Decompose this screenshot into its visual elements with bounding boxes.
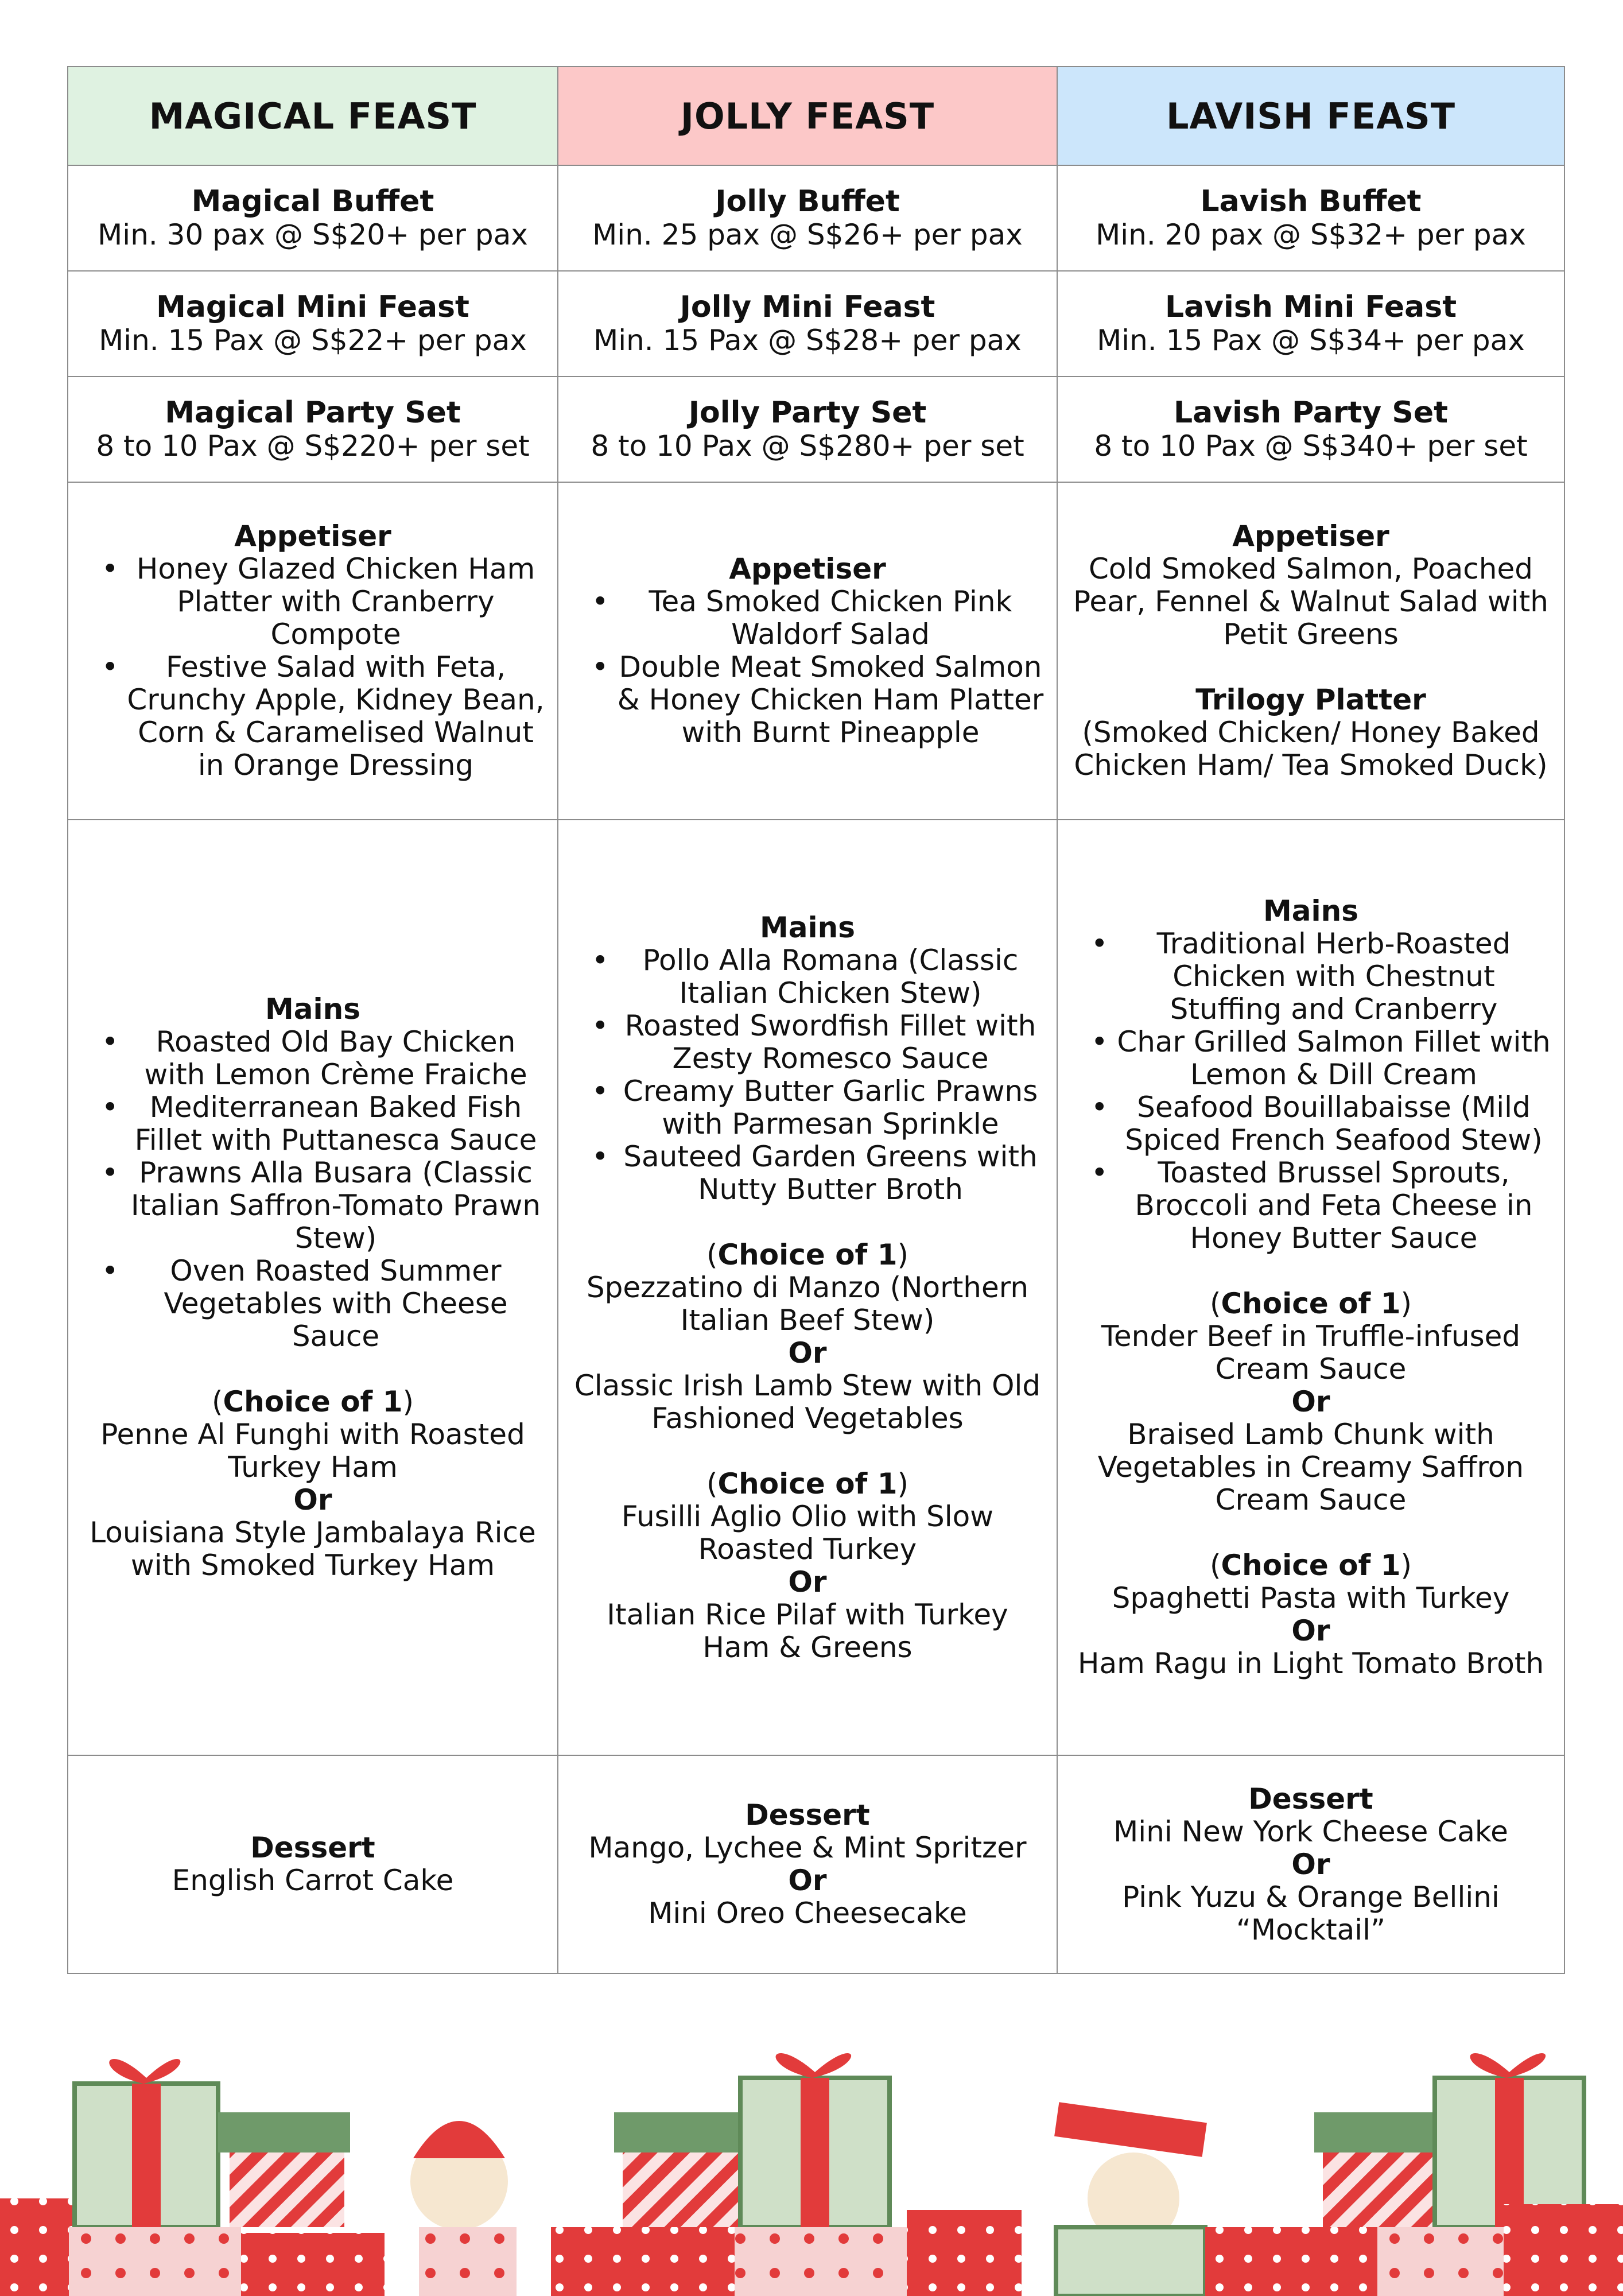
choice-title: (Choice of 1)	[706, 1238, 909, 1271]
mains-cell	[68, 820, 558, 1755]
appetiser-list	[569, 585, 1046, 749]
section-title: Appetiser	[234, 519, 391, 553]
list-item: • Festive Salad with Feta, Crunchy Apple, Kidney Bean, Corn & Caramelised Walnut in Orange Dressing	[79, 651, 547, 782]
choice-title: (Choice of 1)	[1209, 1549, 1412, 1582]
list-item: • Pollo Alla Romana (Classic Italian Chicken Stew)	[569, 944, 1046, 1010]
package-price: Min. 30 pax @ S$20+ per pax	[98, 218, 528, 251]
section-title: Mains	[265, 992, 360, 1026]
list-item: • Prawns Alla Busara (Classic Italian Saffron-Tomato Prawn Stew)	[79, 1157, 547, 1255]
choice-title: (Choice of 1)	[706, 1467, 909, 1500]
choice-title: (Choice of 1)	[1209, 1287, 1412, 1320]
section-title: Dessert	[745, 1798, 870, 1832]
list-item: • Tea Smoked Chicken Pink Waldorf Salad	[569, 585, 1046, 651]
mains-list	[1068, 928, 1554, 1255]
appetiser-text: Cold Smoked Salmon, Poached Pear, Fennel & Walnut Salad with Petit Greens	[1073, 552, 1548, 651]
platter-title: Trilogy Platter	[1195, 683, 1426, 716]
appetiser-cell	[1057, 482, 1564, 820]
choice-option: Tender Beef in Truffle-infused Cream Sauce	[1101, 1320, 1521, 1386]
dessert-option: Mango, Lychee & Mint Spritzer	[588, 1831, 1027, 1864]
mains-cell	[1057, 820, 1564, 1755]
appetiser-row	[68, 482, 1564, 820]
package-name: Lavish Buffet	[1200, 184, 1422, 219]
section-title: Dessert	[250, 1831, 375, 1864]
list-item: • Traditional Herb-Roasted Chicken with Chestnut Stuffing and Cranberry	[1068, 928, 1554, 1026]
party-set-cell	[558, 377, 1057, 482]
cat-in-gift-box-icon	[1054, 2102, 1207, 2296]
choice-option: Ham Ragu in Light Tomato Broth	[1077, 1647, 1544, 1680]
list-item: • Honey Glazed Chicken Ham Platter with Cranberry Compote	[79, 553, 547, 651]
mains-list	[569, 944, 1046, 1206]
dessert-option: Mini Oreo Cheesecake	[648, 1896, 967, 1930]
dessert-option: English Carrot Cake	[172, 1864, 454, 1897]
section-title: Appetiser	[1232, 519, 1389, 553]
choice-option: Penne Al Funghi with Roasted Turkey Ham	[100, 1418, 525, 1484]
buffet-cell	[68, 165, 558, 271]
list-item: • Seafood Bouillabaisse (Mild Spiced French Seafood Stew)	[1068, 1091, 1554, 1157]
package-price: Min. 15 Pax @ S$28+ per pax	[593, 324, 1022, 357]
header-row	[68, 67, 1564, 165]
or-label: Or	[1291, 1385, 1330, 1418]
gift-box-icon	[0, 2059, 385, 2296]
buffet-row	[68, 165, 1564, 271]
christmas-gifts-illustration	[0, 2015, 1623, 2296]
package-name: Jolly Buffet	[715, 184, 900, 219]
package-name: Magical Party Set	[165, 395, 461, 430]
package-name: Lavish Mini Feast	[1164, 290, 1457, 324]
mains-row	[68, 820, 1564, 1755]
choice-option: Fusilli Aglio Olio with Slow Roasted Turkey	[621, 1499, 994, 1566]
or-label: Or	[1291, 1847, 1330, 1881]
mini-feast-cell	[558, 271, 1057, 377]
list-item: • Roasted Old Bay Chicken with Lemon Crème Fraiche	[79, 1026, 547, 1091]
dessert-option: Pink Yuzu & Orange Bellini “Mocktail”	[1122, 1880, 1500, 1946]
section-title: Mains	[760, 910, 855, 944]
gift-box-icon	[551, 2053, 1022, 2296]
package-price: Min. 15 Pax @ S$34+ per pax	[1097, 324, 1525, 357]
mains-list	[79, 1026, 547, 1353]
list-item: • Toasted Brussel Sprouts, Broccoli and Feta Cheese in Honey Butter Sauce	[1068, 1157, 1554, 1255]
package-price: Min. 15 Pax @ S$22+ per pax	[99, 324, 527, 357]
list-item: • Char Grilled Salmon Fillet with Lemon & Dill Cream	[1068, 1026, 1554, 1091]
menu-table	[67, 66, 1565, 1974]
buffet-cell	[558, 165, 1057, 271]
buffet-cell	[1057, 165, 1564, 271]
choice-option: Italian Rice Pilaf with Turkey Ham & Greens	[607, 1597, 1008, 1664]
header-lavish-feast: LAVISH FEAST	[1057, 67, 1564, 165]
mini-feast-cell	[68, 271, 558, 377]
package-name: Magical Mini Feast	[156, 290, 469, 324]
party-set-cell	[68, 377, 558, 482]
party-set-cell	[1057, 377, 1564, 482]
choice-title: (Choice of 1)	[211, 1385, 414, 1418]
or-label: Or	[788, 1864, 827, 1897]
cat-santa-hat-icon	[410, 2108, 517, 2296]
choice-option: Louisiana Style Jambalaya Rice with Smoked Turkey Ham	[90, 1516, 536, 1582]
dessert-cell	[558, 1755, 1057, 1973]
header-jolly-feast: JOLLY FEAST	[558, 67, 1057, 165]
or-label: Or	[788, 1565, 827, 1599]
gift-box-icon	[1205, 2053, 1623, 2296]
package-price: Min. 20 pax @ S$32+ per pax	[1096, 218, 1526, 251]
dessert-cell	[68, 1755, 558, 1973]
section-title: Mains	[1263, 894, 1358, 928]
dessert-cell	[1057, 1755, 1564, 1973]
package-price: Min. 25 pax @ S$26+ per pax	[592, 218, 1023, 251]
list-item: • Roasted Swordfish Fillet with Zesty Romesco Sauce	[569, 1010, 1046, 1075]
choice-option: Classic Irish Lamb Stew with Old Fashioned Vegetables	[574, 1368, 1041, 1435]
package-price: 8 to 10 Pax @ S$340+ per set	[1094, 429, 1528, 463]
package-name: Jolly Party Set	[688, 395, 927, 430]
or-label: Or	[1291, 1614, 1330, 1647]
party-set-row	[68, 377, 1564, 482]
choice-option: Spezzatino di Manzo (Northern Italian Beef Stew)	[586, 1270, 1029, 1337]
list-item: • Mediterranean Baked Fish Fillet with Puttanesca Sauce	[79, 1091, 547, 1157]
package-name: Magical Buffet	[191, 184, 434, 219]
dessert-row	[68, 1755, 1564, 1973]
choice-option: Braised Lamb Chunk with Vegetables in Creamy Saffron Cream Sauce	[1097, 1418, 1524, 1517]
package-price: 8 to 10 Pax @ S$280+ per set	[591, 429, 1024, 463]
appetiser-list	[79, 553, 547, 782]
choice-option: Spaghetti Pasta with Turkey	[1112, 1581, 1510, 1615]
or-label: Or	[293, 1483, 332, 1517]
section-title: Appetiser	[729, 552, 886, 585]
mains-cell	[558, 820, 1057, 1755]
appetiser-cell	[68, 482, 558, 820]
platter-text: (Smoked Chicken/ Honey Baked Chicken Ham/ Tea Smoked Duck)	[1074, 716, 1548, 782]
section-title: Dessert	[1248, 1782, 1373, 1816]
package-name: Jolly Mini Feast	[680, 290, 935, 324]
or-label: Or	[788, 1336, 827, 1370]
package-price: 8 to 10 Pax @ S$220+ per set	[96, 429, 530, 463]
appetiser-cell	[558, 482, 1057, 820]
list-item: • Sauteed Garden Greens with Nutty Butter Broth	[569, 1141, 1046, 1206]
list-item: • Double Meat Smoked Salmon & Honey Chicken Ham Platter with Burnt Pineapple	[569, 651, 1046, 749]
mini-feast-row	[68, 271, 1564, 377]
header-magical-feast: MAGICAL FEAST	[68, 67, 558, 165]
list-item: • Oven Roasted Summer Vegetables with Cheese Sauce	[79, 1255, 547, 1353]
package-name: Lavish Party Set	[1174, 395, 1448, 430]
dessert-option: Mini New York Cheese Cake	[1113, 1814, 1508, 1848]
list-item: • Creamy Butter Garlic Prawns with Parmesan Sprinkle	[569, 1075, 1046, 1141]
mini-feast-cell	[1057, 271, 1564, 377]
